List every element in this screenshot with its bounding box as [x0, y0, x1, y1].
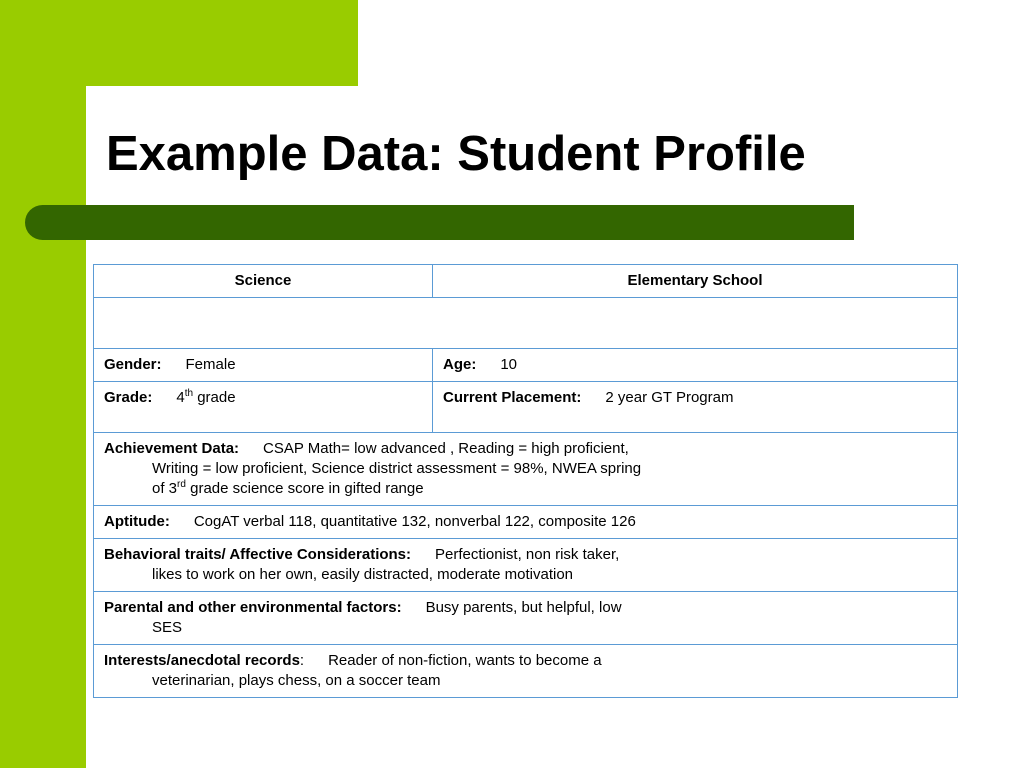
gender-cell: [94, 349, 433, 382]
achievement-row: [94, 433, 958, 506]
parental-line-1: Busy parents, but helpful, low: [425, 599, 622, 616]
parental-line-2: SES: [152, 619, 183, 636]
interests-cell: [94, 645, 958, 698]
behavioral-row: [94, 539, 958, 592]
grade-cell: [94, 382, 433, 433]
gender-value: Female: [185, 356, 236, 373]
grade-text: grade: [193, 389, 236, 406]
header-elementary-school: Elementary School: [433, 265, 958, 298]
gender-age-row: [94, 349, 958, 382]
grade-number: 4: [176, 389, 185, 406]
parental-cell: [94, 592, 958, 645]
parental-row: [94, 592, 958, 645]
empty-cell: [94, 298, 958, 349]
achievement-line-3-post: grade science score in gifted range: [185, 480, 424, 497]
aptitude-value: CogAT verbal 118, quantitative 132, nonverbal 122, composite 126: [193, 513, 636, 530]
age-label: Age:: [443, 356, 477, 373]
achievement-line-2: Writing = low proficient, Science district assessment = 98%, NWEA spring: [152, 460, 642, 477]
empty-row: [94, 298, 958, 349]
grade-placement-row: [94, 382, 958, 433]
green-accent-top: [0, 0, 358, 86]
slide-title: Example Data: Student Profile: [106, 127, 806, 181]
behavioral-cell: [94, 539, 958, 592]
interests-line-1: Reader of non-fiction, wants to become a: [328, 652, 602, 669]
interests-label: Interests/anecdotal records: [104, 652, 300, 669]
interests-colon: :: [299, 652, 305, 669]
achievement-line-3-pre: of 3: [152, 480, 178, 497]
achievement-cell: [94, 433, 958, 506]
interests-line-2: veterinarian, plays chess, on a soccer team: [152, 672, 441, 689]
title-underline-bar: [25, 205, 854, 240]
age-cell: [433, 349, 958, 382]
achievement-line-3: [104, 479, 947, 499]
achievement-line-1: CSAP Math= low advanced , Reading = high proficient,: [263, 440, 629, 457]
green-accent-left: [0, 0, 86, 768]
header-science: Science: [94, 265, 433, 298]
aptitude-row: [94, 506, 958, 539]
placement-value: 2 year GT Program: [605, 389, 734, 406]
behavioral-line-1: Perfectionist, non risk taker,: [435, 546, 620, 563]
table-header-row: [94, 265, 958, 298]
grade-label: Grade:: [104, 389, 153, 406]
interests-row: [94, 645, 958, 698]
behavioral-label: Behavioral traits/ Affective Considerations:: [104, 546, 412, 563]
grade-suffix: th: [184, 388, 194, 399]
placement-cell: [433, 382, 958, 433]
achievement-line-3-sup: rd: [177, 479, 186, 490]
age-value: 10: [500, 356, 518, 373]
achievement-label: Achievement Data:: [104, 440, 240, 457]
parental-label: Parental and other environmental factors:: [104, 599, 402, 616]
student-profile-table: [93, 264, 958, 698]
aptitude-label: Aptitude:: [104, 513, 170, 530]
placement-label: Current Placement:: [443, 389, 582, 406]
aptitude-cell: [94, 506, 958, 539]
gender-label: Gender:: [104, 356, 162, 373]
behavioral-line-2: likes to work on her own, easily distracted, moderate motivation: [152, 566, 574, 583]
